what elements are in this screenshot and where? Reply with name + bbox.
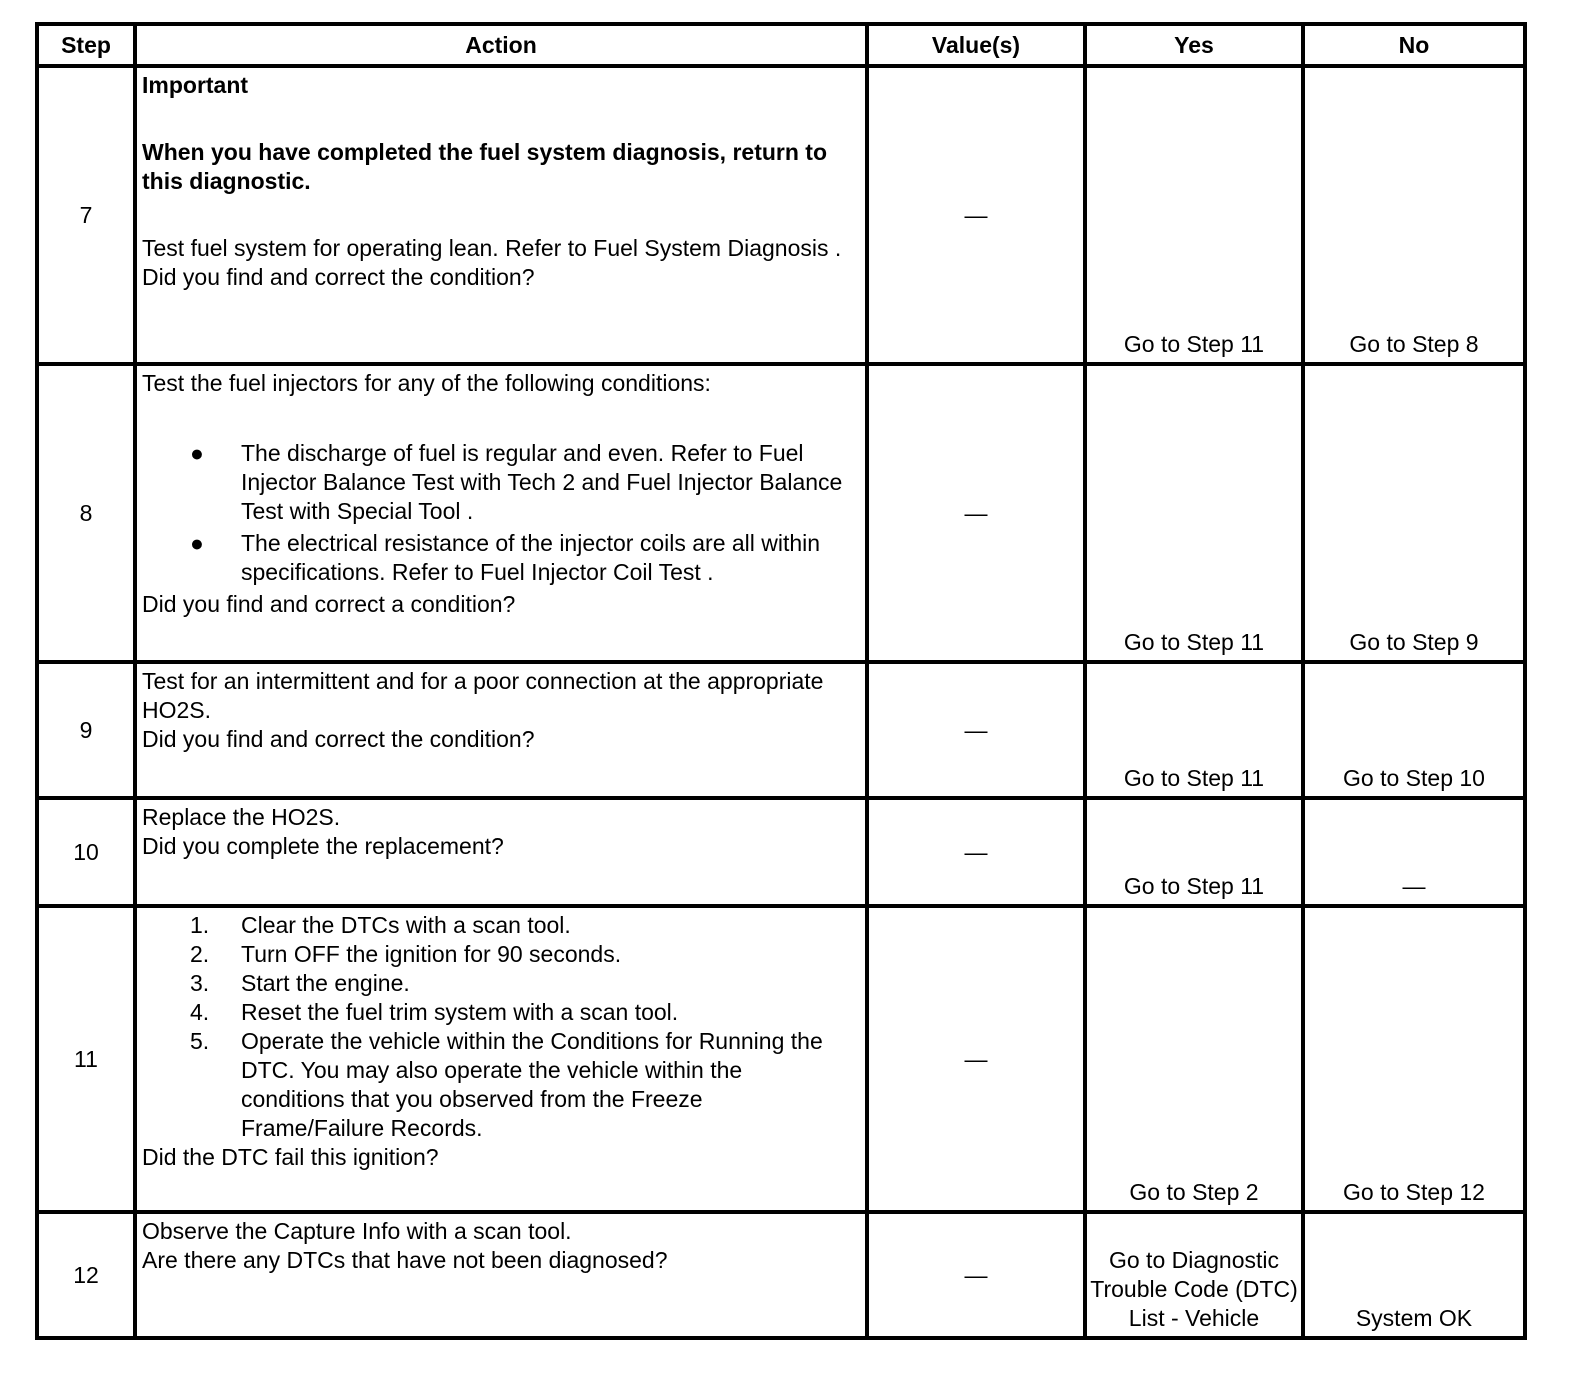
yes-result: Go to Diagnostic Trouble Code (DTC) List - Vehicle bbox=[1085, 1212, 1303, 1338]
table-row-step-12 bbox=[37, 1212, 1525, 1338]
value-cell: — bbox=[867, 906, 1085, 1212]
list-item-text: Start the engine. bbox=[241, 970, 410, 996]
procedure-list bbox=[142, 911, 851, 1143]
step-number: 10 bbox=[37, 798, 135, 906]
important-text: When you have completed the fuel system diagnosis, return to this diagnostic. bbox=[142, 139, 828, 194]
list-item-text: Reset the fuel trim system with a scan tool. bbox=[241, 999, 679, 1025]
action-cell bbox=[135, 906, 867, 1212]
list-item bbox=[142, 529, 851, 587]
action-question: Are there any DTCs that have not been diagnosed? bbox=[142, 1247, 668, 1273]
header-no: No bbox=[1303, 24, 1525, 66]
table-row-step-9 bbox=[37, 662, 1525, 798]
action-instruction: Test for an intermittent and for a poor connection at the appropriate HO2S. bbox=[142, 668, 824, 723]
yes-result: Go to Step 11 bbox=[1085, 66, 1303, 364]
list-item bbox=[142, 940, 851, 969]
yes-result: Go to Step 11 bbox=[1085, 662, 1303, 798]
action-cell bbox=[135, 798, 867, 906]
action-question: Did you complete the replacement? bbox=[142, 833, 504, 859]
no-result: Go to Step 9 bbox=[1303, 364, 1525, 662]
no-result: Go to Step 8 bbox=[1303, 66, 1525, 364]
step-number: 9 bbox=[37, 662, 135, 798]
list-item-text: Operate the vehicle within the Conditions for Running the DTC. You may also operate the vehicle within the conditions that you observed from the Freeze Frame/Failure Records. bbox=[241, 1028, 823, 1141]
header-values: Value(s) bbox=[867, 24, 1085, 66]
value-cell: — bbox=[867, 66, 1085, 364]
list-item-text: The discharge of fuel is regular and even. Refer to Fuel Injector Balance Test with Tech 2 and Fuel Injector Balance Test with Special Tool . bbox=[241, 440, 843, 524]
table-row-step-7 bbox=[37, 66, 1525, 364]
action-instruction: Test fuel system for operating lean. Refer to Fuel System Diagnosis . bbox=[142, 235, 842, 261]
list-item-text: The electrical resistance of the injector coils are all within specifications. Refer to Fuel Injector Coil Test . bbox=[241, 530, 821, 585]
action-instruction: Test the fuel injectors for any of the following conditions: bbox=[142, 370, 711, 396]
table-row-step-8 bbox=[37, 364, 1525, 662]
list-item-text: Turn OFF the ignition for 90 seconds. bbox=[241, 941, 622, 967]
header-row bbox=[37, 24, 1525, 66]
action-cell bbox=[135, 66, 867, 364]
action-cell bbox=[135, 662, 867, 798]
action-cell bbox=[135, 364, 867, 662]
diagnostic-table bbox=[35, 22, 1527, 1340]
table-row-step-10 bbox=[37, 798, 1525, 906]
list-item-text: Clear the DTCs with a scan tool. bbox=[241, 912, 571, 938]
bullet-icon: ● bbox=[190, 530, 204, 556]
step-number: 11 bbox=[37, 906, 135, 1212]
action-question: Did the DTC fail this ignition? bbox=[142, 1144, 439, 1170]
action-question: Did you find and correct the condition? bbox=[142, 264, 535, 290]
action-question: Did you find and correct a condition? bbox=[142, 591, 516, 617]
table-row-step-11 bbox=[37, 906, 1525, 1212]
no-result: Go to Step 12 bbox=[1303, 906, 1525, 1212]
step-number: 7 bbox=[37, 66, 135, 364]
list-item bbox=[142, 439, 851, 526]
list-number: 1. bbox=[190, 912, 210, 938]
important-label: Important bbox=[142, 72, 249, 98]
no-result: Go to Step 10 bbox=[1303, 662, 1525, 798]
value-cell: — bbox=[867, 364, 1085, 662]
no-result: — bbox=[1303, 798, 1525, 906]
step-number: 12 bbox=[37, 1212, 135, 1338]
header-yes: Yes bbox=[1085, 24, 1303, 66]
value-cell: — bbox=[867, 662, 1085, 798]
list-number: 5. bbox=[190, 1028, 210, 1054]
yes-result: Go to Step 11 bbox=[1085, 364, 1303, 662]
list-item bbox=[142, 1027, 851, 1143]
list-number: 3. bbox=[190, 970, 210, 996]
action-cell bbox=[135, 1212, 867, 1338]
action-instruction: Replace the HO2S. bbox=[142, 804, 341, 830]
list-item bbox=[142, 998, 851, 1027]
yes-result: Go to Step 2 bbox=[1085, 906, 1303, 1212]
conditions-list bbox=[142, 439, 851, 587]
step-number: 8 bbox=[37, 364, 135, 662]
list-number: 4. bbox=[190, 999, 210, 1025]
action-instruction: Observe the Capture Info with a scan tool. bbox=[142, 1218, 572, 1244]
bullet-icon: ● bbox=[190, 440, 204, 466]
value-cell: — bbox=[867, 798, 1085, 906]
list-number: 2. bbox=[190, 941, 210, 967]
action-question: Did you find and correct the condition? bbox=[142, 726, 535, 752]
header-action: Action bbox=[135, 24, 867, 66]
no-result: System OK bbox=[1303, 1212, 1525, 1338]
list-item bbox=[142, 911, 851, 940]
list-item bbox=[142, 969, 851, 998]
header-step: Step bbox=[37, 24, 135, 66]
value-cell: — bbox=[867, 1212, 1085, 1338]
yes-result: Go to Step 11 bbox=[1085, 798, 1303, 906]
